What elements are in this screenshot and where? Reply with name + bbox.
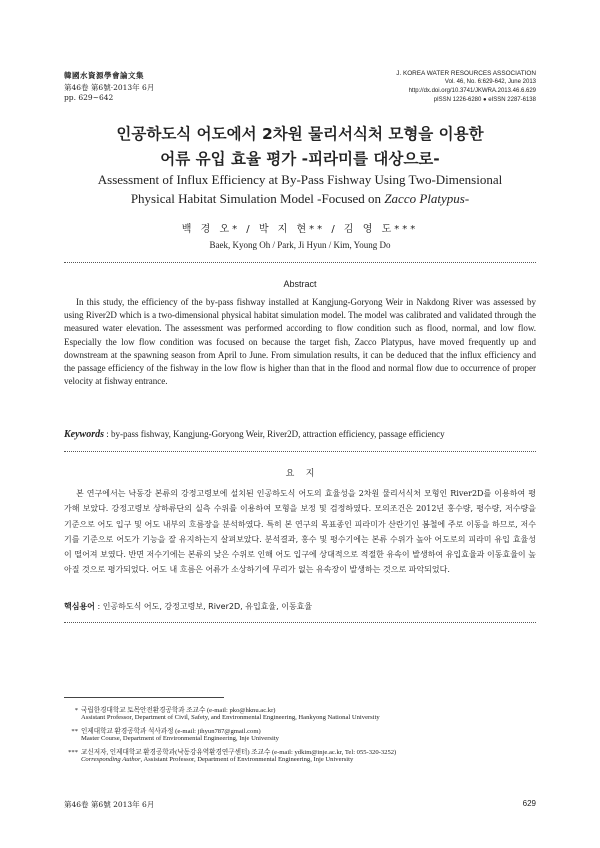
korean-title-line-1: 인공하도식 어도에서 2차원 물리서식처 모형을 이용한	[116, 125, 484, 143]
korean-keywords-text: 인공하도식 어도, 강정고령보, River2D, 유입효율, 이동효율	[102, 602, 313, 611]
english-title-prefix: Physical Habitat Simulation Model -Focused on	[130, 191, 385, 206]
footnote-1-mark: *	[74, 707, 78, 714]
abstract-text: In this study, the efficiency of the by-pass fishway installed at Kangjung-Goryong Weir in Nakdong River was assessed by using River2D which is a two-dimensional physical habitat simulation model. The model was calibrated and validated through the measured water elevation. The assessment was performed according to flow condition such as flood, normal, and low flow. Especially the low flow condition was focused on because the target fish, Zacco Platypus, have moved frequently up and downstream at the spawning season from April to June. From simulation results, it can be deduced that the influx efficiency and the passage efficiency of the fishway in the low flow is higher than that in the flood and normal flow due to occurrence of proper velocity at fishway entrance.	[64, 297, 536, 387]
english-title-species: Zacco Platypus	[384, 191, 465, 206]
journal-pages: pp. 629~642	[64, 93, 114, 102]
journal-vol-info: Vol. 46, No. 6:629-642, June 2013	[444, 79, 536, 85]
divider-dotted	[64, 262, 536, 263]
korean-title-line-2: 어류 유입 효율 평가 -피라미를 대상으로-	[160, 150, 440, 168]
footnote-2-en-text: Master Course, Department of Environmental Engineering, Inje University	[81, 735, 279, 742]
keywords-label: Keywords	[64, 429, 104, 440]
abstract-heading: Abstract	[283, 279, 317, 289]
english-title-suffix: -	[464, 191, 470, 206]
page-number: 629	[522, 799, 536, 808]
footnote-2-en	[64, 735, 279, 742]
divider-dotted	[64, 622, 536, 623]
korean-abstract-heading: 요 지	[285, 469, 315, 479]
journal-korean-name: 韓國水資源學會論文集	[64, 71, 144, 80]
authors-korean: 백 경 오* / 박 지 현** / 김 영 도***	[181, 224, 419, 235]
footer-volume: 第46卷 第6號 2013年 6月	[64, 800, 155, 809]
footnote-1-en-text: Assistant Professor, Department of Civil, Safety, and Environmental Engineering, Hankyong National University	[81, 714, 380, 721]
keywords-text: by-pass fishway, Kangjung-Goryong Weir, River2D, attraction efficiency, passage efficiency	[111, 429, 445, 439]
korean-abstract-text: 본 연구에서는 낙동강 본류의 강정고령보에 설치된 인공하도식 어도의 효율성을 2차원 물리서식처 모형인 River2D를 이용하여 평가해 보았다. 강정고령보 상하류단의 실측 수위를 이용하여 모형을 보정 및 검정하였다. 모의조건은 2012년 홍수량, 평수량, 저수량을 기준으로 어도 입구 및 어도 내부의 흐름장을 분석하였다. 특히 본 연구의 목표종인 피라미가 산란기인 봄철에 주로 이동을 하므로, 저수기를 기준으로 어도가 기능을 잘 유지하는지 살펴보았다. 분석결과, 홍수 및 평수기에는 본류 수위가 높아 어도로의 피라미 유입 효율성이 떨어져 보였다. 반면 저수기에는 본류의 낮은 수위로 인해 어도 입구에 상대적으로 적절한 유속이 발생하여 유입효율과 이동효율이 높아질 것으로 평가되었다. 어도 내 흐름은 어류가 소상하기에 무리가 없는 유속장이 발생하는 것으로 파악되었다.	[64, 489, 536, 575]
footnote-3-ko	[64, 746, 396, 756]
english-title-line-1: Assessment of Influx Efficiency at By-Pass Fishway Using Two-Dimensional	[97, 172, 503, 187]
footnote-2-ko	[64, 725, 261, 735]
abstract-body	[64, 296, 536, 388]
korean-keywords-label: 핵심용어	[64, 602, 95, 611]
footnote-3-en	[64, 756, 353, 763]
footnote-1-ko	[64, 704, 275, 714]
authors-english: Baek, Kyong Oh / Park, Ji Hyun / Kim, Young Do	[209, 240, 391, 250]
korean-abstract-body	[64, 486, 536, 578]
footnote-1-ko-text: 국립한경대학교 토목안전환경공학과 조교수 (e-mail: pko@hknu.ac.kr)	[81, 707, 276, 714]
journal-volume-issue: 第46卷 第6號·2013年 6月	[64, 83, 155, 92]
english-title-line-2	[0, 191, 600, 207]
footnote-3-en-text: , Assistant Professor, Department of Environmental Engineering, Inje University	[140, 756, 354, 763]
footnote-3-en-italic: Corresponding Author	[81, 756, 141, 763]
journal-doi-link[interactable]: http://dx.doi.org/10.3741/JKWRA.2013.46.6.629	[408, 88, 536, 94]
footnote-3-mark: ***	[68, 749, 78, 756]
keywords-line: Keywords : by-pass fishway, Kangjung-Goryong Weir, River2D, attraction efficiency, passage efficiency	[64, 429, 445, 440]
footnote-1-en	[64, 714, 380, 721]
journal-english-name: J. KOREA WATER RESOURCES ASSOCIATION	[396, 70, 536, 77]
korean-keywords-line: 핵심용어 : 인공하도식 어도, 강정고령보, River2D, 유입효율, 이동효율	[64, 602, 313, 611]
divider-dotted	[64, 451, 536, 452]
footnote-2-ko-text: 인제대학교 환경공학과 석사과정 (e-mail: jihyun787@gmail.com)	[81, 728, 261, 735]
footnote-rule	[64, 697, 224, 698]
footnote-2-mark: **	[71, 728, 78, 735]
footnote-3-ko-text: 교신저자, 인제대학교 환경공학과(낙동강유역환경연구센터) 조교수 (e-mail: ydkim@inje.ac.kr, Tel: 055-320-3252)	[81, 749, 397, 756]
journal-issn: pISSN 1226-6280 ● eISSN 2287-6138	[433, 97, 536, 103]
